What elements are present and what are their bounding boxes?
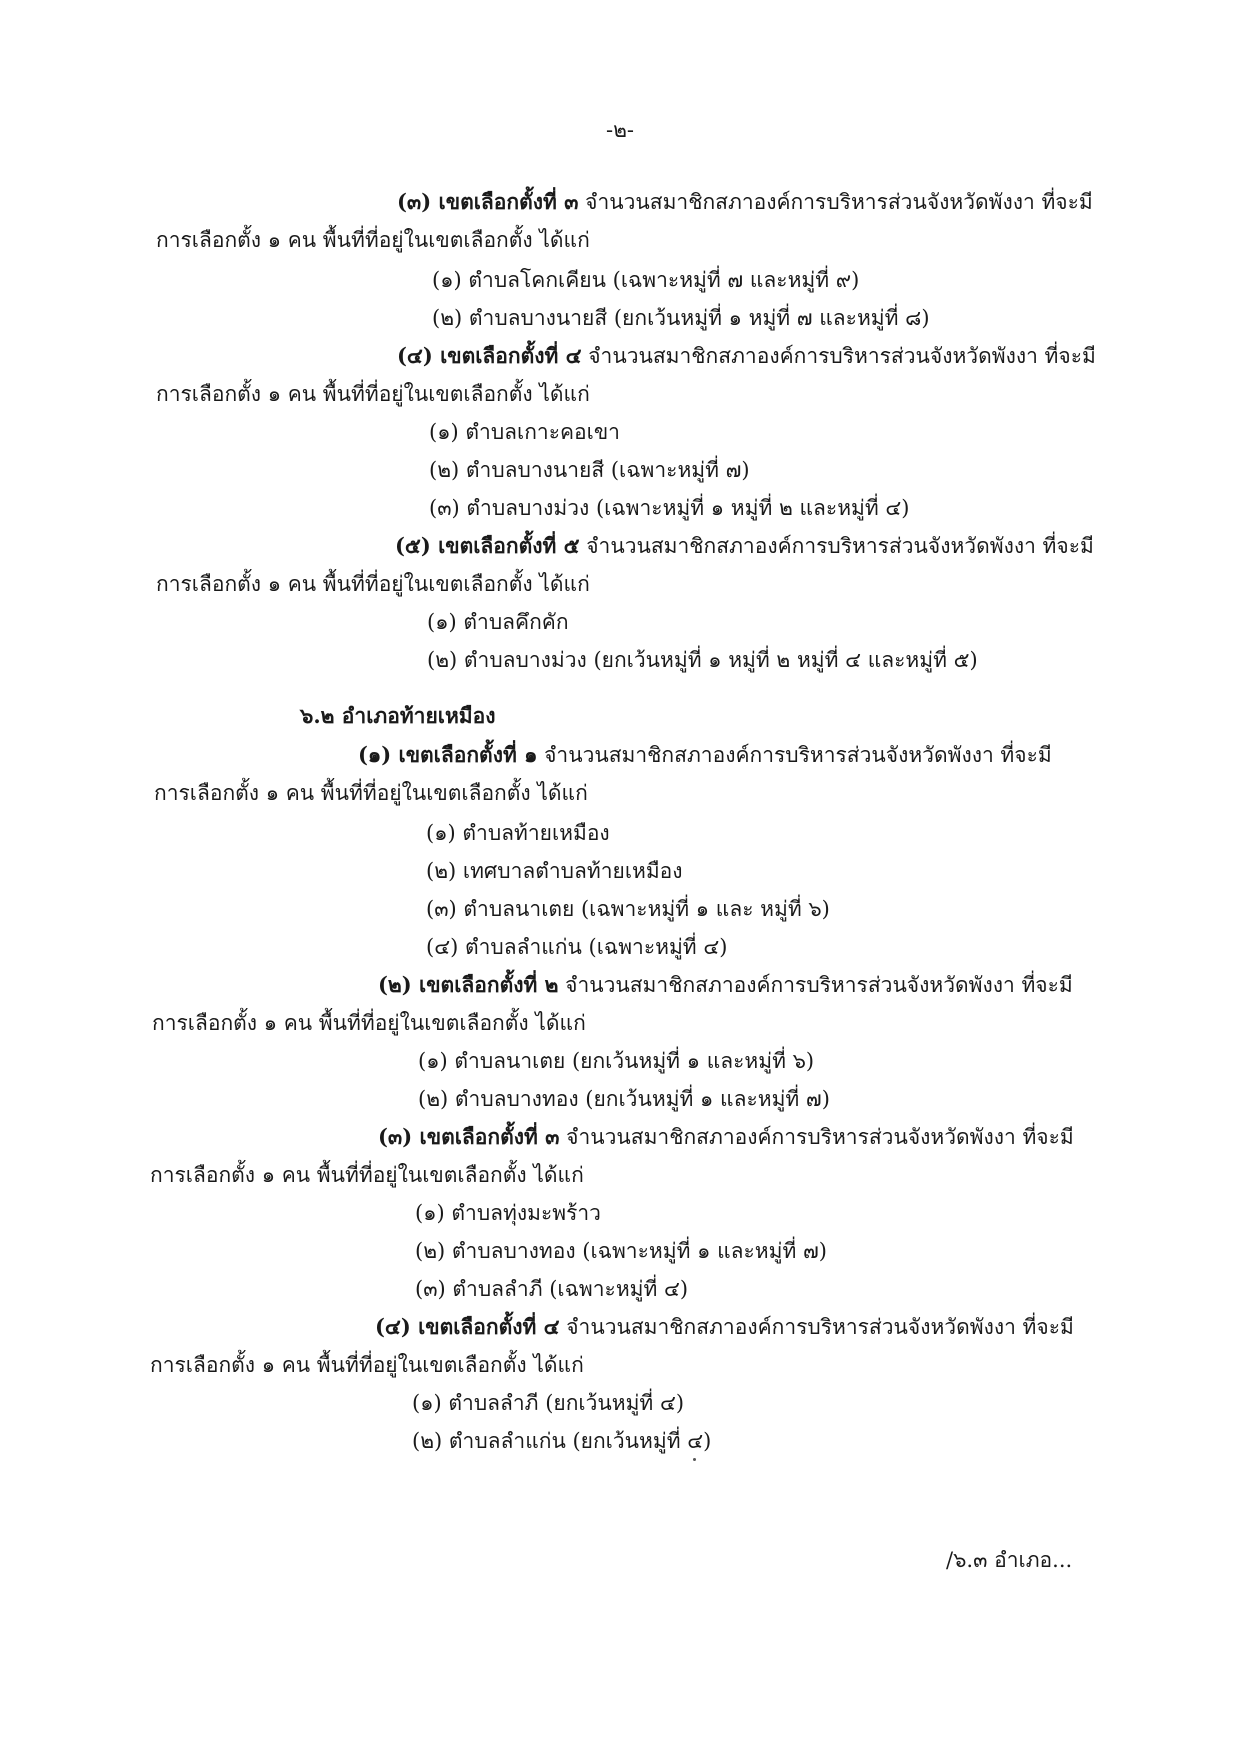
- district-label: (๔) เขตเลือกตั้งที่ ๔: [397, 343, 582, 368]
- list-item: (๔) ตำบลลำแก่น (เฉพาะหมู่ที่ ๔): [426, 935, 728, 959]
- district-text: จำนวนสมาชิกสภาองค์การบริหารส่วนจังหวัดพังงา ที่จะมี: [558, 973, 1073, 997]
- district-text: จำนวนสมาชิกสภาองค์การบริหารส่วนจังหวัดพังงา ที่จะมี: [559, 1315, 1074, 1339]
- district-text: จำนวนสมาชิกสภาองค์การบริหารส่วนจังหวัดพังงา ที่จะมี: [537, 743, 1052, 767]
- district-continuation: การเลือกตั้ง ๑ คน พื้นที่ที่อยู่ในเขตเลือกตั้ง ได้แก่: [154, 781, 588, 805]
- list-item: (๑) ตำบลนาเตย (ยกเว้นหมู่ที่ ๑ และหมู่ที่ ๖): [418, 1049, 815, 1073]
- district-heading-line: [358, 740, 1052, 770]
- district-heading-line: [397, 341, 1096, 371]
- district-continuation: การเลือกตั้ง ๑ คน พื้นที่ที่อยู่ในเขตเลือกตั้ง ได้แก่: [156, 228, 590, 252]
- district-continuation: การเลือกตั้ง ๑ คน พื้นที่ที่อยู่ในเขตเลือกตั้ง ได้แก่: [152, 1011, 586, 1035]
- scan-speck: [693, 1458, 696, 1461]
- district-heading-line: [378, 970, 1073, 1000]
- district-label: (๑) เขตเลือกตั้งที่ ๑: [358, 742, 538, 767]
- district-label: (๓) เขตเลือกตั้งที่ ๓: [378, 1124, 560, 1149]
- district-heading-line: [375, 1312, 1074, 1342]
- district-text: จำนวนสมาชิกสภาองค์การบริหารส่วนจังหวัดพังงา ที่จะมี: [581, 344, 1096, 368]
- district-continuation: การเลือกตั้ง ๑ คน พื้นที่ที่อยู่ในเขตเลือกตั้ง ได้แก่: [156, 382, 590, 406]
- district-heading-line: [397, 187, 1093, 217]
- district-label: (๕) เขตเลือกตั้งที่ ๕: [395, 533, 580, 558]
- list-item: (๑) ตำบลคึกคัก: [427, 610, 569, 634]
- district-continuation: การเลือกตั้ง ๑ คน พื้นที่ที่อยู่ในเขตเลือกตั้ง ได้แก่: [156, 572, 590, 596]
- district-text: จำนวนสมาชิกสภาองค์การบริหารส่วนจังหวัดพังงา ที่จะมี: [559, 1125, 1074, 1149]
- district-heading-line: [378, 1122, 1074, 1152]
- continuation-footer: /๖.๓ อำเภอ...: [946, 1548, 1073, 1572]
- district-text: จำนวนสมาชิกสภาองค์การบริหารส่วนจังหวัดพังงา ที่จะมี: [578, 190, 1093, 214]
- page-number: -๒-: [605, 118, 635, 142]
- list-item: (๒) เทศบาลตำบลท้ายเหมือง: [426, 859, 683, 883]
- list-item: (๒) ตำบลบางม่วง (ยกเว้นหมู่ที่ ๑ หมู่ที่ ๒ หมู่ที่ ๔ และหมู่ที่ ๕): [427, 648, 978, 672]
- district-continuation: การเลือกตั้ง ๑ คน พื้นที่ที่อยู่ในเขตเลือกตั้ง ได้แก่: [150, 1163, 584, 1187]
- list-item: (๓) ตำบลลำภี (เฉพาะหมู่ที่ ๔): [415, 1277, 689, 1301]
- list-item: (๒) ตำบลลำแก่น (ยกเว้นหมู่ที่ ๔): [412, 1429, 712, 1453]
- list-item: (๒) ตำบลบางนายสี (เฉพาะหมู่ที่ ๗): [429, 458, 750, 482]
- district-continuation: การเลือกตั้ง ๑ คน พื้นที่ที่อยู่ในเขตเลือกตั้ง ได้แก่: [150, 1353, 584, 1377]
- district-heading-line: [395, 531, 1094, 561]
- list-item: (๑) ตำบลโคกเคียน (เฉพาะหมู่ที่ ๗ และหมู่ที่ ๙): [432, 268, 860, 292]
- district-label: (๔) เขตเลือกตั้งที่ ๔: [375, 1314, 560, 1339]
- district-text: จำนวนสมาชิกสภาองค์การบริหารส่วนจังหวัดพังงา ที่จะมี: [579, 534, 1094, 558]
- list-item: (๑) ตำบลเกาะคอเขา: [429, 420, 620, 444]
- list-item: (๑) ตำบลทุ่งมะพร้าว: [415, 1201, 601, 1225]
- list-item: (๓) ตำบลนาเตย (เฉพาะหมู่ที่ ๑ และ หมู่ที่ ๖): [426, 897, 830, 921]
- list-item: (๓) ตำบลบางม่วง (เฉพาะหมู่ที่ ๑ หมู่ที่ ๒ และหมู่ที่ ๔): [429, 496, 910, 520]
- district-label: (๓) เขตเลือกตั้งที่ ๓: [397, 189, 579, 214]
- district-label: (๒) เขตเลือกตั้งที่ ๒: [378, 972, 559, 997]
- section-heading: ๖.๒ อำเภอท้ายเหมือง: [300, 703, 496, 728]
- list-item: (๒) ตำบลบางทอง (เฉพาะหมู่ที่ ๑ และหมู่ที่ ๗): [415, 1239, 827, 1263]
- list-item: (๒) ตำบลบางนายสี (ยกเว้นหมู่ที่ ๑ หมู่ที่ ๗ และหมู่ที่ ๘): [432, 306, 930, 330]
- list-item: (๑) ตำบลลำภี (ยกเว้นหมู่ที่ ๔): [412, 1391, 685, 1415]
- list-item: (๒) ตำบลบางทอง (ยกเว้นหมู่ที่ ๑ และหมู่ที่ ๗): [418, 1087, 830, 1111]
- list-item: (๑) ตำบลท้ายเหมือง: [426, 821, 610, 845]
